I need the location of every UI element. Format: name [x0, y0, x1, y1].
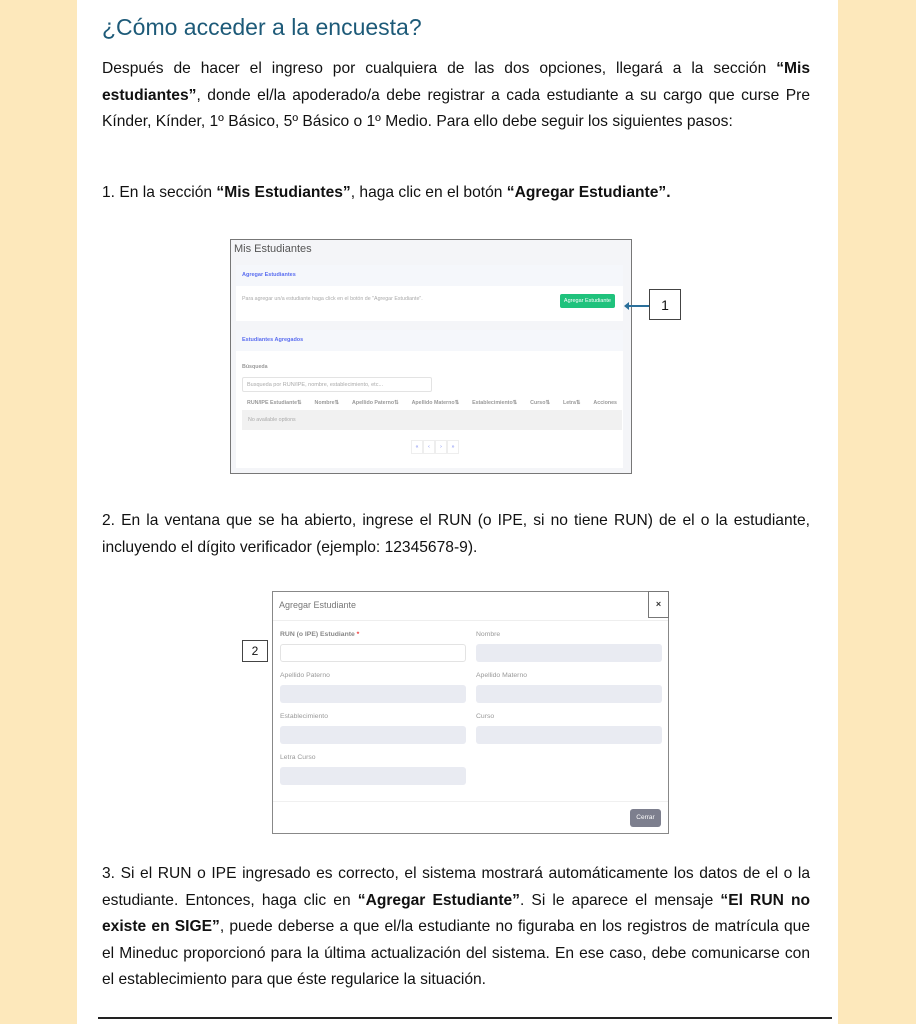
search-input[interactable]: Busqueda por RUN/IPE, nombre, establecimiento, etc... [242, 377, 432, 392]
bold-text: “Agregar Estudiante”. [506, 184, 671, 201]
column-header[interactable]: Apellido Materno⇅ [411, 400, 460, 406]
search-label: Búsqueda [242, 364, 268, 370]
column-header[interactable]: Nombre⇅ [314, 400, 339, 406]
required-mark: * [356, 631, 360, 638]
text: 3. Si el RUN o IPE ingresado es correcto, el sistema mostrará automáticamente los datos de el o la estudiante. Entonces, haga clic en [102, 865, 810, 909]
close-icon[interactable]: × [648, 591, 669, 618]
text: 1. En la sección [102, 184, 217, 201]
bold-text: “El RUN no existe en SIGE” [102, 891, 811, 935]
add-student-button[interactable]: Agregar Estudiante [560, 294, 615, 308]
card-title: Agregar Estudiantes [236, 265, 623, 286]
callout-arrow [627, 305, 649, 307]
text: Después de hacer el ingreso por cualquiera de las dos opciones, llegará a la sección [102, 60, 777, 77]
card-text: Para agregar un/a estudiante haga click en el botón de "Agregar Estudiante". [242, 296, 423, 302]
column-header[interactable]: RUN/IPE Estudiante⇅ [247, 400, 302, 406]
ap-paterno-field [280, 685, 466, 703]
pagination [411, 440, 459, 454]
first-page-button[interactable]: « [411, 440, 423, 454]
letra-field [280, 767, 466, 785]
nombre-label: Nombre [476, 631, 501, 638]
last-page-button[interactable]: » [447, 440, 459, 454]
mis-estudiantes-screenshot [230, 239, 632, 474]
ap-paterno-label: Apellido Paterno [280, 672, 330, 679]
text: , haga clic en el botón [350, 184, 507, 201]
text: , puede deberse a que el/la estudiante no figuraba en los registros de matrícula que el Mineduc proporcionó para la última actualización del sistema. En ese caso, debe comunicarse con el establecimiento para que éste regularice la situación. [102, 918, 810, 988]
column-header: Acciones [593, 400, 617, 406]
label-text: RUN (o IPE) Estudiante [280, 631, 355, 638]
column-header[interactable]: Apellido Paterno⇅ [352, 400, 399, 406]
establecimiento-label: Establecimiento [280, 713, 328, 720]
curso-field [476, 726, 662, 744]
run-input[interactable] [280, 644, 466, 662]
intro-paragraph [102, 56, 810, 136]
cerrar-button[interactable]: Cerrar [630, 809, 661, 827]
bold-text: “Mis Estudiantes” [216, 184, 351, 201]
added-students-card [236, 330, 623, 468]
step-3 [102, 861, 810, 994]
next-page-button[interactable]: › [435, 440, 447, 454]
curso-label: Curso [476, 713, 495, 720]
column-header[interactable]: Establecimiento⇅ [472, 400, 518, 406]
modal-title: Agregar Estudiante [273, 592, 668, 621]
letra-label: Letra Curso [280, 754, 316, 761]
bold-text: “Agregar Estudiante” [357, 891, 520, 909]
step-2: 2. En la ventana que se ha abierto, ingrese el RUN (o IPE, si no tiene RUN) de el o la estudiante, incluyendo el dígito verificador (ejemplo: 12345678-9). [102, 512, 810, 556]
prev-page-button[interactable]: ‹ [423, 440, 435, 454]
establecimiento-field [280, 726, 466, 744]
empty-row: No available options [242, 410, 622, 430]
table-header [242, 400, 622, 406]
run-label [280, 631, 359, 638]
bold-text: “Mis estudiantes” [102, 60, 810, 104]
nombre-field [476, 644, 662, 662]
column-header[interactable]: Curso⇅ [530, 400, 550, 406]
ap-materno-field [476, 685, 662, 703]
card-title: Estudiantes Agregados [236, 330, 623, 351]
step-1 [102, 180, 810, 207]
add-student-modal [272, 591, 669, 834]
screenshot-header: Mis Estudiantes [234, 243, 312, 255]
callout-1: 1 [649, 289, 681, 320]
ap-materno-label: Apellido Materno [476, 672, 528, 679]
add-student-card [236, 265, 623, 321]
text: . Si le aparece el mensaje [519, 891, 721, 909]
callout-2: 2 [242, 640, 268, 662]
modal-footer [273, 801, 668, 802]
text: , donde el/la apoderado/a debe registrar a cada estudiante a su cargo que curse Pre Kínder, Kínder, 1º Básico, 5º Básico o 1º Medio. Para ello debe seguir los siguientes pasos: [102, 86, 810, 130]
divider [98, 1017, 832, 1019]
column-header[interactable]: Letra⇅ [562, 400, 581, 406]
page-title: ¿Cómo acceder a la encuesta? [102, 14, 422, 40]
arrow-head-icon [624, 302, 629, 310]
